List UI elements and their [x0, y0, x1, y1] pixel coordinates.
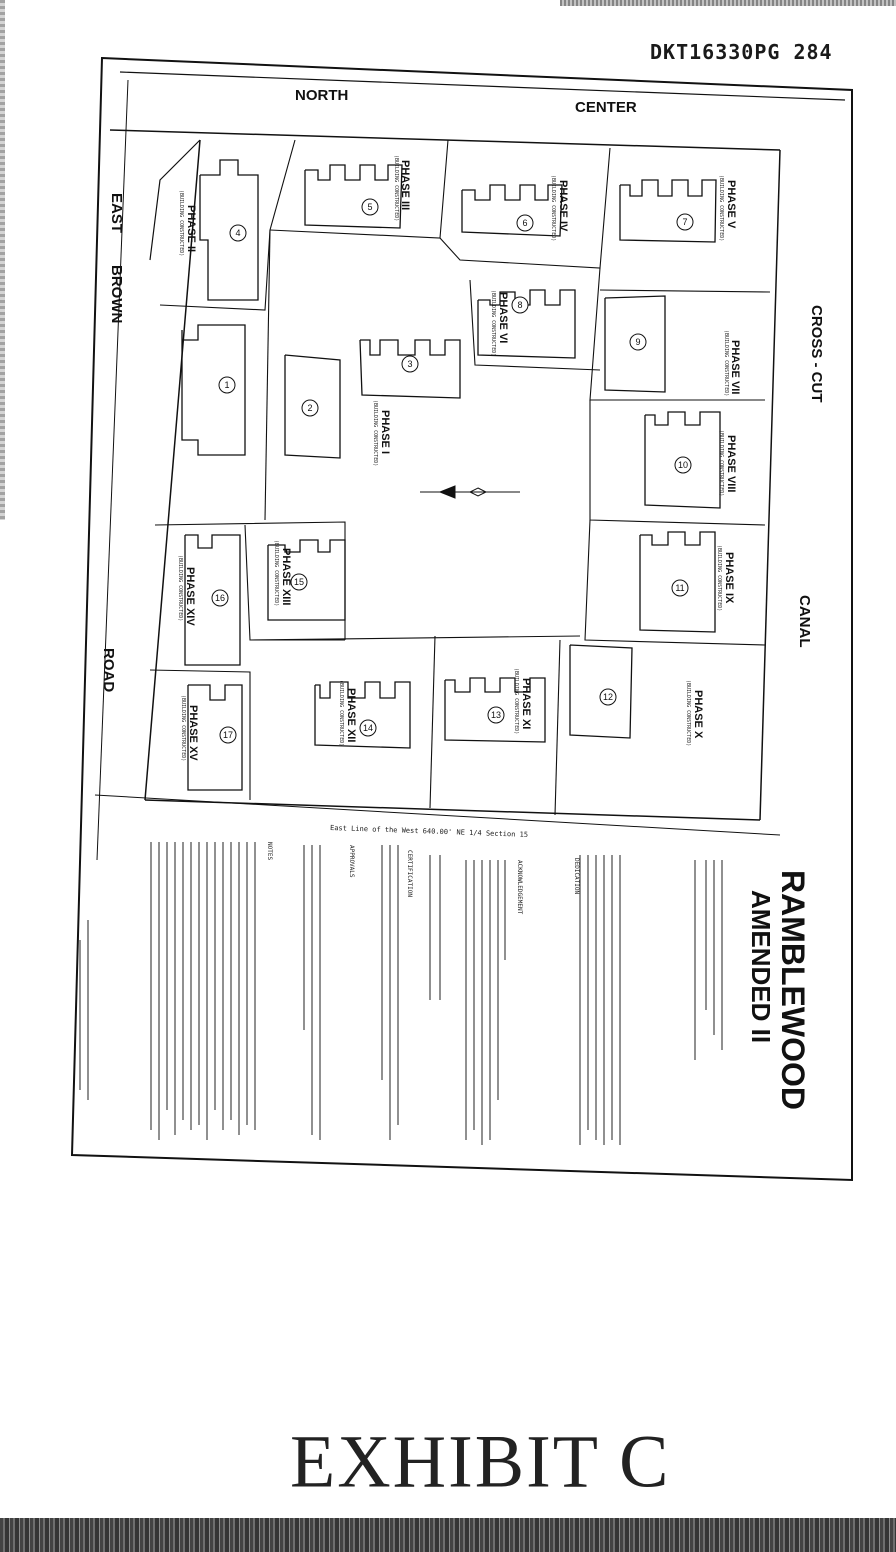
building-number: 9 — [635, 337, 641, 347]
phase-label: PHASE XI — [520, 678, 532, 730]
building-number: 15 — [293, 577, 305, 587]
building-number: 7 — [682, 217, 688, 227]
street-label: ROAD — [100, 648, 117, 693]
svg-text:(BUILDING CONSTRUCTED): (BUILDING CONSTRUCTED) — [490, 290, 496, 357]
north-property-line — [110, 130, 780, 150]
phase-label: PHASE X — [692, 690, 704, 739]
north-arrow-icon — [420, 486, 520, 498]
svg-text:DEDICATION: DEDICATION — [573, 858, 580, 895]
plat-subtitle: AMENDED II — [746, 890, 776, 1044]
building-number: 1 — [224, 380, 230, 390]
building-number: 16 — [214, 593, 226, 603]
street-label: BROWN — [108, 265, 125, 324]
phase-label: PHASE V — [725, 180, 737, 229]
phase-label: PHASE IV — [557, 180, 569, 232]
phase-label: PHASE XIII — [280, 548, 292, 606]
phase-label: PHASE VII — [729, 340, 741, 395]
building-number: 10 — [677, 460, 689, 470]
phase-label: PHASE XII — [345, 688, 357, 743]
phase-label: PHASE II — [185, 205, 197, 253]
svg-text:(BUILDING CONSTRUCTED): (BUILDING CONSTRUCTED) — [718, 175, 724, 242]
east-property-line — [760, 150, 780, 820]
fine-print-lines — [80, 842, 722, 1145]
street-label: CANAL — [796, 595, 813, 648]
svg-text:(BUILDING CONSTRUCTED): (BUILDING CONSTRUCTED) — [513, 668, 519, 735]
phase-label: PHASE XV — [187, 705, 199, 761]
svg-text:NOTES: NOTES — [266, 842, 273, 861]
building-number: 3 — [407, 359, 413, 369]
street-label: CENTER — [575, 99, 637, 116]
building-number: 17 — [222, 730, 234, 740]
phase-notes — [177, 155, 729, 761]
svg-text:(BUILDING CONSTRUCTED): (BUILDING CONSTRUCTED) — [550, 175, 556, 242]
building-number: 2 — [307, 403, 313, 413]
recording-reference: DKT16330PG 284 — [650, 40, 833, 64]
svg-text:(BUILDING CONSTRUCTED): (BUILDING CONSTRUCTED) — [338, 680, 344, 747]
phase-label: PHASE I — [379, 410, 391, 455]
street-label: EAST — [108, 193, 125, 234]
building-number: 5 — [367, 202, 373, 212]
phase-label: PHASE IX — [723, 552, 735, 604]
svg-text:(BUILDING CONSTRUCTED): (BUILDING CONSTRUCTED) — [178, 190, 184, 257]
svg-text:(BUILDING CONSTRUCTED): (BUILDING CONSTRUCTED) — [685, 680, 691, 747]
section-line-label: East Line of the West 640.00' NE 1/4 Section 15 — [329, 824, 529, 839]
building-number: 4 — [235, 228, 241, 238]
street-label: CROSS - CUT — [808, 305, 825, 403]
exhibit-label: EXHIBIT C — [290, 1420, 671, 1504]
building-number: 12 — [602, 692, 614, 702]
svg-text:(BUILDING CONSTRUCTED): (BUILDING CONSTRUCTED) — [393, 155, 399, 222]
building-number: 8 — [517, 300, 523, 310]
svg-text:(BUILDING CONSTRUCTED): (BUILDING CONSTRUCTED) — [723, 330, 729, 397]
plat-title: RAMBLEWOOD — [775, 870, 811, 1110]
svg-text:ACKNOWLEDGEMENT: ACKNOWLEDGEMENT — [516, 860, 523, 915]
building-number: 14 — [362, 723, 374, 733]
building-number: 11 — [675, 583, 685, 593]
notes-headings — [266, 842, 580, 915]
scan-artifact-bottom — [0, 1518, 896, 1552]
street-label: NORTH — [295, 87, 349, 104]
phase-label: PHASE VI — [497, 292, 509, 344]
phase-label: PHASE VIII — [725, 435, 737, 493]
phase-labels — [184, 160, 741, 761]
svg-text:(BUILDING CONSTRUCTED): (BUILDING CONSTRUCTED) — [718, 430, 724, 497]
building-footprints — [182, 160, 720, 790]
building-number-circles — [212, 199, 693, 743]
svg-text:(BUILDING CONSTRUCTED): (BUILDING CONSTRUCTED) — [716, 545, 722, 612]
svg-text:(BUILDING CONSTRUCTED): (BUILDING CONSTRUCTED) — [177, 555, 183, 622]
svg-text:(BUILDING CONSTRUCTED): (BUILDING CONSTRUCTED) — [273, 540, 279, 607]
building-number: 6 — [522, 218, 528, 228]
phase-label: PHASE XIV — [184, 567, 196, 626]
svg-text:(BUILDING CONSTRUCTED): (BUILDING CONSTRUCTED) — [372, 400, 378, 467]
svg-text:CERTIFICATION: CERTIFICATION — [406, 850, 413, 897]
phase-label: PHASE III — [399, 160, 411, 211]
building-number: 13 — [490, 710, 502, 720]
svg-text:(BUILDING CONSTRUCTED): (BUILDING CONSTRUCTED) — [180, 695, 186, 762]
svg-text:APPROVALS: APPROVALS — [348, 845, 355, 878]
title-block — [746, 870, 811, 1110]
